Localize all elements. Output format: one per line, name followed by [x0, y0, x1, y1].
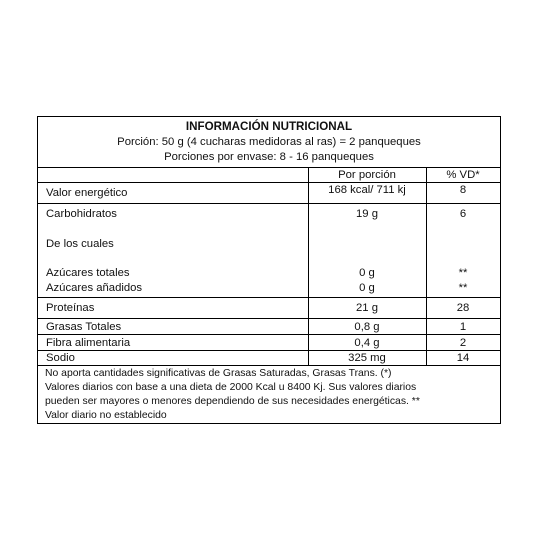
- rule-under-energy: [38, 203, 500, 204]
- portion-line: Porción: 50 g (4 cucharas medidoras al ras) = 2 panqueques: [117, 136, 421, 148]
- nutrient-per-portion: 0,4 g: [354, 337, 380, 349]
- footer-note: pueden ser mayores o menores dependiendo de sus necesidades energéticas. **: [45, 396, 420, 407]
- nutrient-name: Azúcares añadidos: [46, 282, 143, 294]
- nutrient-per-portion: 19 g: [356, 208, 378, 220]
- panel-title: INFORMACIÓN NUTRICIONAL: [185, 120, 353, 133]
- rule-under-proteins: [38, 318, 500, 319]
- nutrient-per-portion: 21 g: [356, 302, 378, 314]
- nutrient-vd: 14: [456, 352, 470, 364]
- rule-under-fats: [38, 334, 500, 335]
- rule-under-fiber: [38, 350, 500, 351]
- nutrient-vd: 8: [459, 184, 467, 196]
- nutrient-vd: 6: [459, 208, 467, 220]
- rule-under-header: [38, 167, 500, 168]
- nutrient-name: Proteínas: [46, 302, 95, 314]
- footer-note: Valor diario no establecido: [45, 410, 167, 421]
- col-header-vd: % VD*: [446, 169, 480, 181]
- col-divider-1: [308, 167, 309, 365]
- servings-line: Porciones por envase: 8 - 16 panqueques: [164, 151, 374, 163]
- nutrient-vd: **: [458, 282, 468, 294]
- col-divider-2: [426, 167, 427, 365]
- rule-under-column-headers: [38, 182, 500, 183]
- nutrient-vd: 2: [459, 337, 467, 349]
- nutrient-name: Grasas Totales: [46, 321, 122, 333]
- nutrient-per-portion: 0 g: [359, 267, 375, 279]
- nutrient-name: Carbohidratos: [46, 208, 117, 220]
- rule-under-sodium: [38, 365, 500, 366]
- nutrient-name: Valor energético: [46, 187, 128, 199]
- nutrient-per-portion: 325 mg: [348, 352, 386, 364]
- footer-note: Valores diarios con base a una dieta de 2000 Kcal u 8400 Kj. Sus valores diarios: [45, 382, 417, 393]
- footer-note: No aporta cantidades significativas de Grasas Saturadas, Grasas Trans. (*): [45, 368, 392, 379]
- nutrient-per-portion: 0,8 g: [354, 321, 380, 333]
- col-header-per-portion: Por porción: [338, 169, 396, 181]
- rule-under-sugars: [38, 297, 500, 298]
- nutrient-vd: 1: [459, 321, 467, 333]
- nutrient-per-portion: 0 g: [359, 282, 375, 294]
- nutrient-name: Sodio: [46, 352, 75, 364]
- nutrient-name: Azúcares totales: [46, 267, 130, 279]
- nutrient-name: Fibra alimentaria: [46, 337, 131, 349]
- nutrient-per-portion: 168 kcal/ 711 kj: [328, 184, 406, 196]
- nutrient-vd: 28: [456, 302, 470, 314]
- nutrient-name: De los cuales: [46, 238, 114, 250]
- nutrient-vd: **: [458, 267, 468, 279]
- nutrition-facts-panel: [37, 116, 501, 424]
